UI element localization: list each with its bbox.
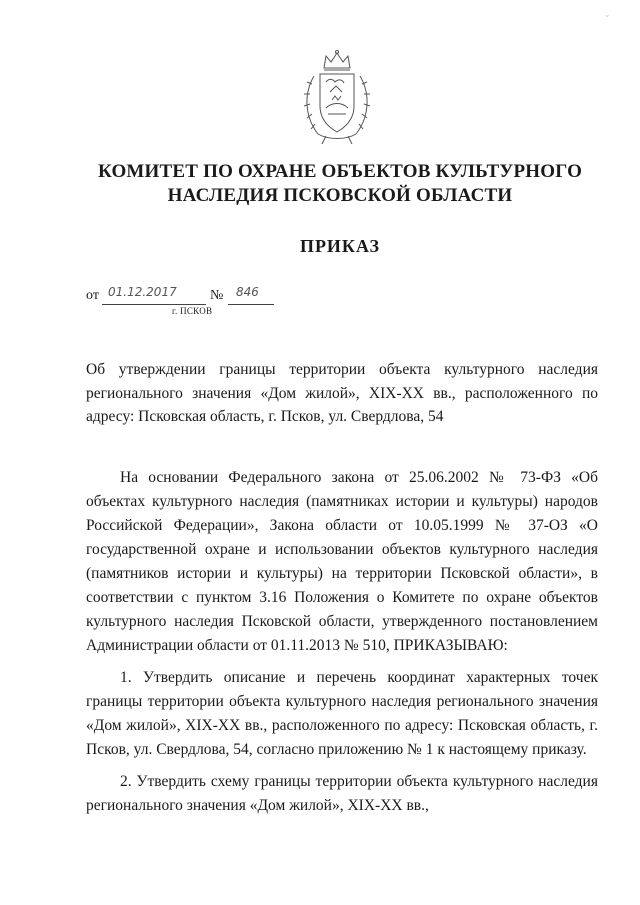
scan-mark: ˇ: [606, 14, 609, 23]
order-subject: Об утверждении границы территории объекта культурного наследия регионального значения «Дом жилой», XIX-XX вв., расположенного по адресу: Псковская область, г. Псков, ул. Свердлова, 54: [86, 361, 598, 425]
number-underline: [228, 304, 274, 305]
issuing-organization: [60, 160, 620, 208]
org-name-line2: НАСЛЕДИЯ ПСКОВСКОЙ ОБЛАСТИ: [167, 185, 513, 206]
number-prefix: №: [210, 288, 224, 303]
date-value: 01.12.2017: [108, 285, 177, 299]
coat-of-arms-icon: [296, 48, 378, 148]
order-date-number: [86, 285, 406, 322]
order-item-2: 2. Утвердить схему границы территории объекта культурного наследия регионального значения «Дом жилой», XIX-XX вв.,: [86, 773, 598, 814]
city-label: г. ПСКОВ: [172, 306, 213, 316]
order-item-1: 1. Утвердить описание и перечень координат характерных точек границы территории объекта культурного наследия регионального значения «Дом жилой», XIX-XX вв., расположенного по адресу: Псковская область, г. Псков, ул. Свердлова, 54, согласно приложению № 1 к настоящему приказу.: [86, 669, 598, 758]
date-underline: [102, 304, 206, 305]
document-type-title: ПРИКАЗ: [299, 236, 381, 256]
org-name-line1: КОМИТЕТ ПО ОХРАНЕ ОБЪЕКТОВ КУЛЬТУРНОГО: [97, 161, 583, 182]
date-prefix: от: [86, 288, 99, 303]
number-value: 846: [236, 285, 259, 299]
preamble-paragraph: На основании Федерального закона от 25.06.2002 № 73-ФЗ «Об объектах культурного наследия (памятниках истории и культуры) народов Российской Федерации», Закона области от 10.05.1999 № 37-ОЗ «О государственной охране и использовании объектов культурного наследия (памятников истории и культуры) на территории Псковской области», в соответствии с пунктом 3.16 Положения о Комитете по охране объектов культурного наследия Псковской области, утвержденного постановлением Администрации области от 01.11.2013 № 510, ПРИКАЗЫВАЮ:: [86, 469, 598, 654]
order-body: [86, 466, 598, 818]
